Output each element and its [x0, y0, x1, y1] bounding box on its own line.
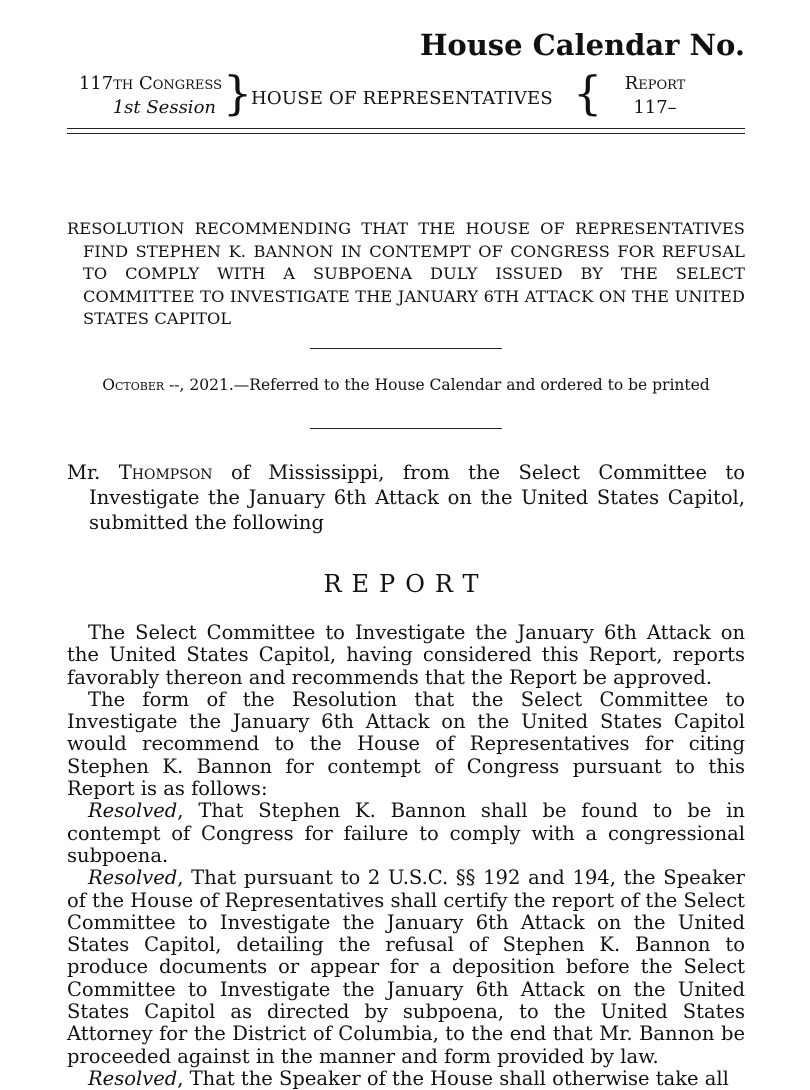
document-page	[67, 0, 745, 1090]
date-rest: --, 2021.—Referred to the House Calendar and ordered to be printed	[164, 376, 710, 394]
resolved-paragraph-3	[67, 1068, 745, 1090]
body-paragraph-2: The form of the Resolution that the Select Committee to Investigate the January 6th Attack on the United States Capitol would recommend to the House of Representatives for citing Stephen K. Bannon for contempt of Congress pursuant to this Report is as follows:	[67, 687, 745, 801]
divider-rule-bottom	[310, 428, 502, 429]
left-brace-icon: {	[573, 66, 603, 120]
congress-session-block	[67, 72, 222, 120]
resolution-title: RESOLUTION RECOMMENDING THAT THE HOUSE OF REPRESENTATIVES FIND STEPHEN K. BANNON IN CONTEMPT OF CONGRESS FOR REFUSAL TO COMPLY WITH A SUBPOENA DULY ISSUED BY THE SELECT COMMITTEE TO INVESTIGATE THE JANUARY 6TH ATTACK ON THE UNITED STATES CAPITOL	[67, 219, 745, 328]
referral-date-line	[67, 376, 745, 394]
congress-number: 117th Congress	[78, 73, 222, 94]
calendar-title: House Calendar No.	[419, 28, 745, 62]
report-number-block	[620, 72, 690, 120]
resolved-lead: Resolved	[88, 1066, 178, 1090]
divider-rule-top	[310, 348, 502, 349]
chamber-title: HOUSE OF REPRESENTATIVES	[251, 88, 553, 109]
resolved-paragraph-2	[67, 867, 745, 1068]
session-number: 1st Session	[112, 97, 216, 118]
resolved-lead: Resolved	[88, 799, 178, 823]
submitter-name: Thompson	[118, 461, 213, 484]
date-month: October	[102, 376, 165, 394]
report-label: Report	[624, 73, 686, 94]
resolved-lead: Resolved	[88, 866, 178, 890]
report-heading: REPORT	[323, 570, 489, 598]
submitter-statement	[67, 460, 745, 535]
resolved-text: , That pursuant to 2 U.S.C. §§ 192 and 194, the Speaker of the House of Representatives shall certify the report of the Select Committee to Investigate the January 6th Attack on the United States Capitol, detailing the refusal of Stephen K. Bannon to produce documents or appear for a deposition before the Select Committee to Investigate the January 6th Attack on the United States Capitol as directed by subpoena, to the United States Attorney for the District of Columbia, to the end that Mr. Bannon be proceeded against in the manner and form provided by law.	[67, 866, 745, 1068]
resolved-paragraph-1	[67, 800, 745, 867]
report-number: 117–	[633, 97, 677, 118]
right-brace-icon: }	[223, 66, 253, 120]
submitter-rest: of Mississippi, from the Select Committee to Investigate the January 6th Attack on the United States Capitol, submitted the following	[89, 461, 745, 534]
congress-header	[67, 66, 745, 124]
report-body	[67, 622, 745, 1090]
header-double-rule	[67, 128, 745, 134]
resolved-text: , That the Speaker of the House shall otherwise take all	[177, 1066, 729, 1090]
resolved-text: , That Stephen K. Bannon shall be found to be in contempt of Congress for failure to comply with a congressional subpoena.	[67, 799, 745, 867]
submitter-prefix: Mr.	[67, 461, 119, 484]
body-paragraph-1: The Select Committee to Investigate the January 6th Attack on the United States Capitol, having considered this Report, reports favorably thereon and recommends that the Report be approved.	[67, 621, 745, 689]
